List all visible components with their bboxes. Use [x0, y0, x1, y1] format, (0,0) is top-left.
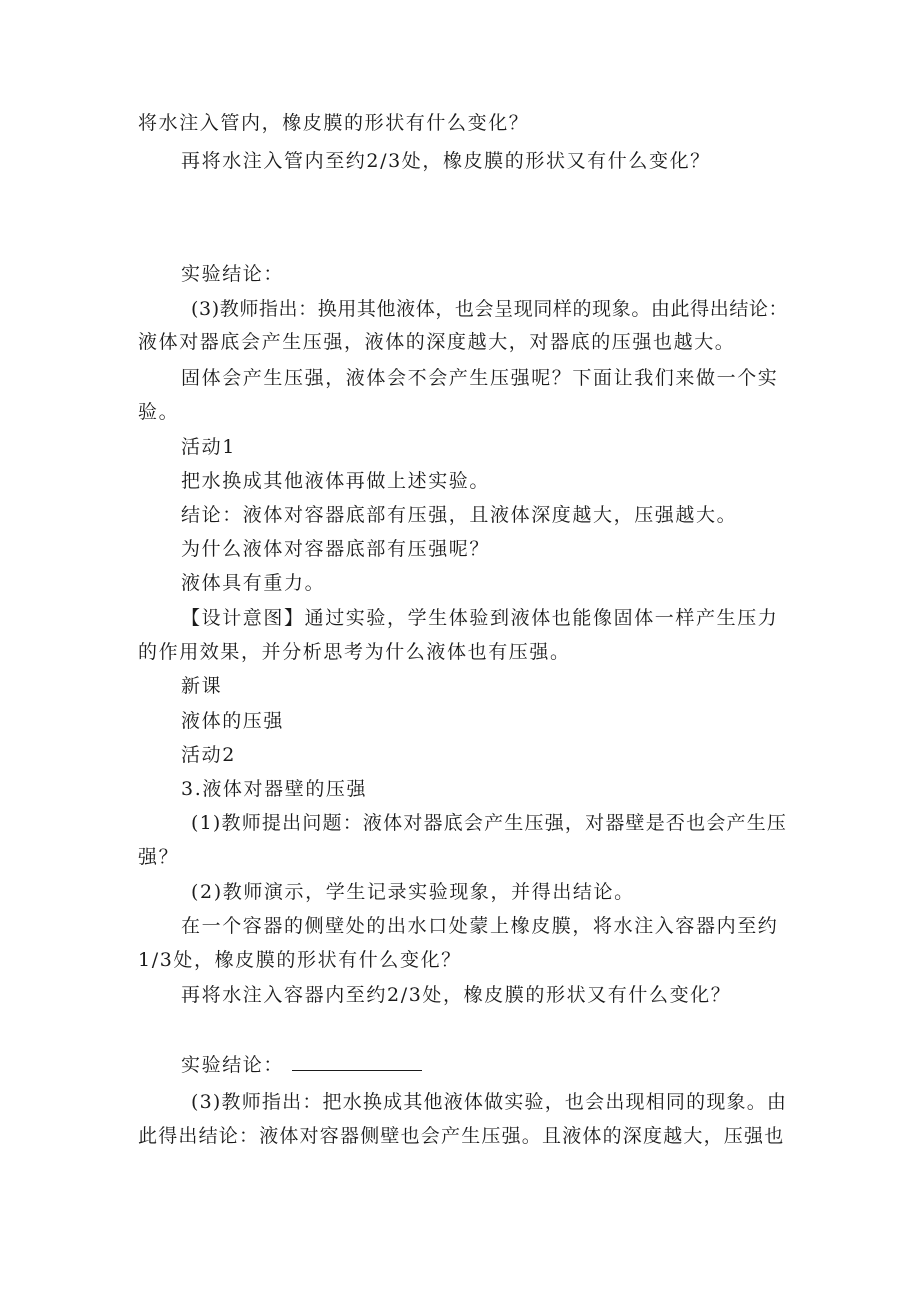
paragraph-line: 3.液体对器壁的压强: [181, 778, 368, 800]
conclusion-label: 实验结论：: [181, 1054, 285, 1076]
paragraph-line: 新课: [181, 675, 223, 697]
paragraph-line: 活动1: [181, 436, 236, 458]
paragraph-line: (1)教师提出问题：液体对器底会产生压强，对器壁是否也会产生压: [191, 812, 788, 834]
paragraph-line: 再将水注入容器内至约2/3处，橡皮膜的形状又有什么变化？: [181, 984, 732, 1006]
paragraph-line: 液体的压强: [181, 710, 285, 732]
paragraph-line: (2)教师演示，学生记录实验现象，并得出结论。: [191, 881, 635, 903]
answer-blank: [292, 1056, 422, 1071]
paragraph-line: 验。: [138, 401, 180, 423]
paragraph-line: 1/3处，橡皮膜的形状有什么变化？: [138, 949, 462, 971]
paragraph-line: 液体对器底会产生压强，液体的深度越大，对器底的压强也越大。: [138, 331, 736, 353]
paragraph-line: 强？: [138, 846, 180, 868]
paragraph-line: 结论：液体对容器底部有压强，且液体深度越大，压强越大。: [181, 504, 738, 526]
paragraph-line: 液体具有重力。: [181, 572, 326, 594]
paragraph-line: 再将水注入管内至约2/3处，橡皮膜的形状又有什么变化？: [181, 150, 711, 172]
paragraph-line: 将水注入管内，橡皮膜的形状有什么变化？: [138, 112, 530, 134]
paragraph-line: 把水换成其他液体再做上述实验。: [181, 470, 491, 492]
paragraph-line: 【设计意图】通过实验，学生体验到液体也能像固体一样产生压力: [181, 607, 779, 629]
paragraph-line: 活动2: [181, 744, 236, 766]
conclusion-line: [181, 1053, 422, 1077]
paragraph-line: 为什么液体对容器底部有压强呢？: [181, 538, 491, 560]
paragraph-line: 此得出结论：液体对容器侧壁也会产生压强。且液体的深度越大，压强也: [138, 1125, 785, 1147]
paragraph-line: 在一个容器的侧壁处的出水口处蒙上橡皮膜，将水注入容器内至约: [181, 915, 779, 937]
paragraph-line: (3)教师指出：换用其他液体，也会呈现同样的现象。由此得出结论：: [191, 298, 789, 320]
paragraph-line: 的作用效果，并分析思考为什么液体也有压强。: [138, 641, 571, 663]
paragraph-line: 实验结论：: [181, 263, 285, 285]
paragraph-line: 固体会产生压强，液体会不会产生压强呢？下面让我们来做一个实: [181, 367, 779, 389]
paragraph-line: (3)教师指出：把水换成其他液体做实验，也会出现相同的现象。由: [191, 1091, 788, 1113]
